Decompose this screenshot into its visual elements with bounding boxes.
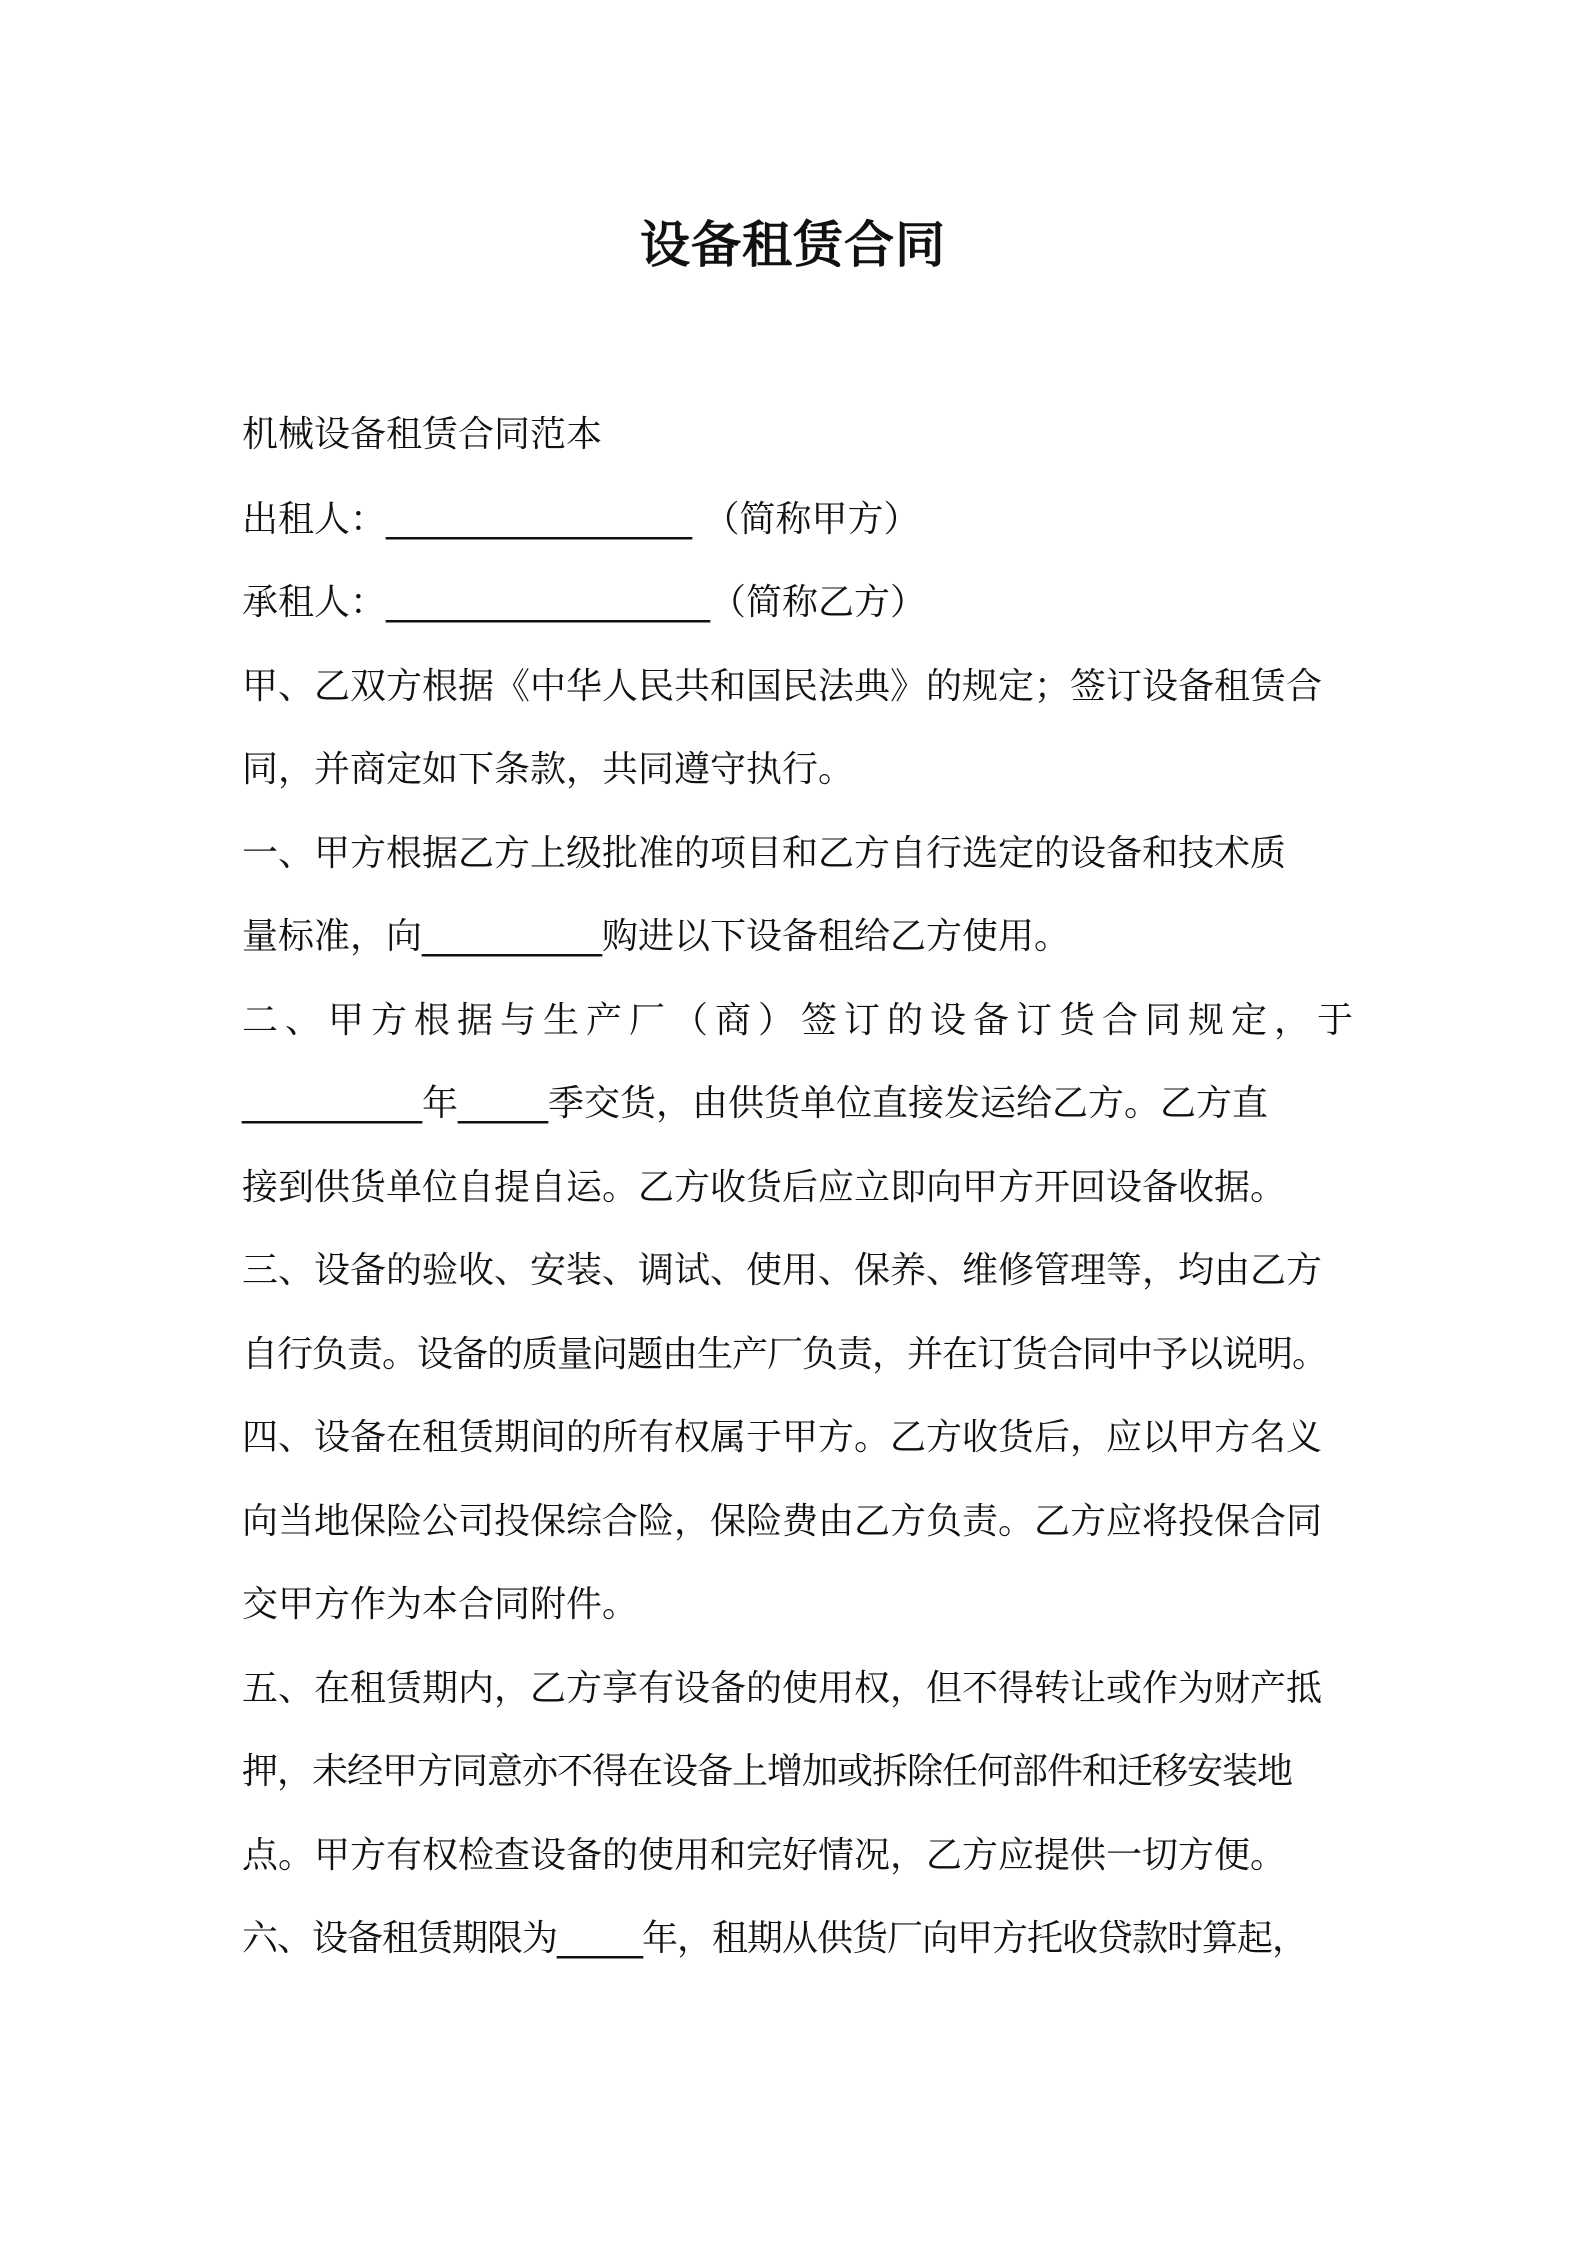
preamble-line-1: 甲、乙双方根据《中华人民共和国民法典》的规定；签订设备租赁合 [242,666,1323,707]
subtitle-line: 机械设备租赁合同范本 [242,414,603,455]
clause-1-line-2: 量标准，向__________购进以下设备租给乙方使用。 [242,916,1071,957]
clause-2-line-1: 二、甲方根据与生产厂（商）签订的设备订货合同规定，于 [242,1000,1361,1041]
clause-2-line-2: __________年_____季交货，由供货单位直接发运给乙方。乙方直 [242,1083,1269,1124]
clause-5-line-2: 押，未经甲方同意亦不得在设备上增加或拆除任何部件和迁移安装地 [242,1751,1293,1792]
clause-5-line-1: 五、在租赁期内，乙方享有设备的使用权，但不得转让或作为财产抵 [242,1668,1323,1709]
preamble-line-2: 同，并商定如下条款，共同遵守执行。 [242,749,855,790]
clause-4-line-3: 交甲方作为本合同附件。 [242,1584,639,1625]
clause-2-line-3: 接到供货单位自提自运。乙方收货后应立即向甲方开回设备收据。 [242,1167,1287,1208]
clause-1-line-1: 一、甲方根据乙方上级批准的项目和乙方自行选定的设备和技术质 [242,833,1287,874]
clause-5-line-3: 点。甲方有权检查设备的使用和完好情况，乙方应提供一切方便。 [242,1835,1287,1876]
clause-4-line-1: 四、设备在租赁期间的所有权属于甲方。乙方收货后，应以甲方名义 [242,1417,1323,1458]
clause-3-line-2: 自行负责。设备的质量问题由生产厂负责，并在订货合同中予以说明。 [242,1334,1328,1375]
clause-3-line-1: 三、设备的验收、安装、调试、使用、保养、维修管理等，均由乙方 [242,1250,1323,1291]
clause-4-line-2: 向当地保险公司投保综合险，保险费由乙方负责。乙方应将投保合同 [242,1501,1323,1542]
lessee-line: 承租人：__________________（简称乙方） [242,582,927,623]
lessor-line: 出租人：_________________ （简称甲方） [242,499,920,540]
clause-6-line-1: 六、设备租赁期限为_____年，租期从供货厂向甲方托收贷款时算起， [242,1918,1308,1959]
document-title: 设备租赁合同 [640,216,946,274]
